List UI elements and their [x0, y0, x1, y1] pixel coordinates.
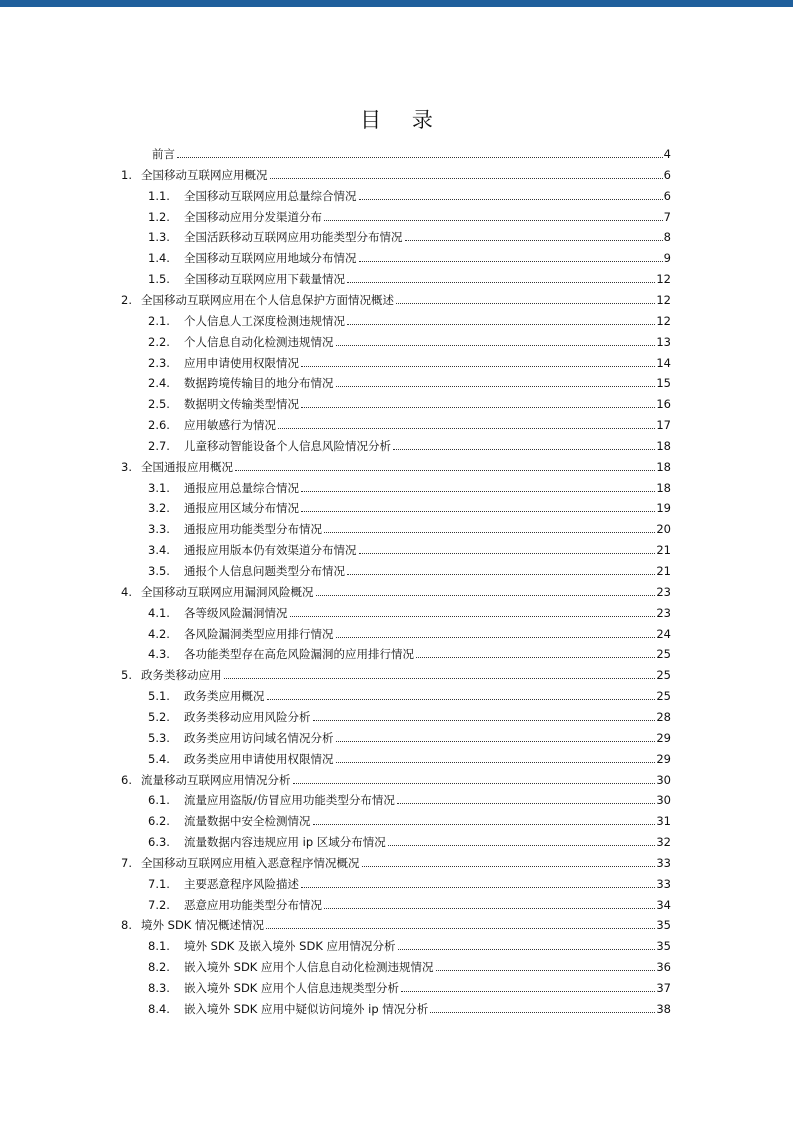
toc-entry-page-number: 18 — [656, 438, 671, 453]
toc-leader-dots — [270, 177, 663, 179]
toc-entry[interactable] — [148, 224, 671, 244]
toc-entry-number: 5.1. — [148, 689, 170, 704]
toc-entry-page-number: 16 — [656, 397, 671, 412]
toc-entry-number: 4.1. — [148, 605, 170, 620]
toc-leader-dots — [416, 656, 655, 658]
toc-entry-title: 政务类移动应用 — [141, 668, 222, 683]
toc-entry[interactable] — [148, 725, 671, 745]
toc-entry-page-number: 8 — [663, 230, 671, 245]
toc-leader-dots — [405, 239, 663, 241]
toc-leader-dots — [336, 385, 656, 387]
toc-leader-dots — [224, 677, 656, 679]
toc-leader-dots — [436, 969, 656, 971]
toc-entry-page-number: 6 — [663, 188, 671, 203]
header-accent-bar — [0, 0, 793, 7]
toc-entry[interactable] — [121, 912, 671, 932]
toc-entry[interactable] — [121, 850, 671, 870]
toc-entry-title: 全国移动互联网应用在个人信息保护方面情况概述 — [141, 292, 394, 307]
toc-entry-title: 各风险漏洞类型应用排行情况 — [184, 626, 334, 641]
toc-leader-dots — [347, 323, 655, 325]
toc-leader-dots — [278, 427, 655, 429]
toc-entry-title: 恶意应用功能类型分布情况 — [184, 897, 322, 912]
toc-entry-page-number: 14 — [656, 355, 671, 370]
toc-entry-title: 流量数据中安全检测情况 — [184, 814, 311, 829]
toc-entry-title: 通报个人信息问题类型分布情况 — [184, 564, 345, 578]
toc-entry-page-number: 12 — [656, 272, 671, 287]
toc-entry-title: 政务类应用概况 — [184, 689, 265, 704]
toc-entry-number: 3.4. — [148, 543, 170, 558]
toc-entry-page-number: 25 — [656, 668, 671, 683]
toc-entry-number: 2.5. — [148, 397, 170, 412]
toc-entry-title: 个人信息自动化检测违规情况 — [184, 334, 334, 349]
toc-leader-dots — [301, 490, 655, 492]
toc-entry[interactable] — [148, 204, 671, 224]
toc-entry-title: 儿童移动智能设备个人信息风险情况分析 — [184, 438, 391, 453]
toc-entry-title: 全国移动互联网应用总量综合情况 — [184, 188, 357, 203]
toc-entry[interactable] — [148, 245, 671, 265]
toc-leader-dots — [430, 1011, 655, 1013]
toc-leader-dots — [290, 615, 656, 617]
toc-entry-page-number: 28 — [656, 709, 671, 724]
toc-entry-page-number: 24 — [656, 626, 671, 641]
toc-entry[interactable] — [148, 996, 671, 1016]
toc-entry-title: 通报应用功能类型分布情况 — [184, 522, 322, 537]
toc-leader-dots — [359, 260, 663, 262]
toc-entry-number: 5.3. — [148, 730, 170, 745]
toc-entry[interactable] — [148, 537, 671, 557]
toc-leader-dots — [396, 302, 655, 304]
toc-entry-title: 嵌入境外 SDK 应用中疑似访问境外 ip 情况分析 — [184, 1001, 429, 1016]
toc-entry-page-number: 33 — [656, 876, 671, 891]
toc-entry-number: 8.3. — [148, 981, 170, 995]
toc-entry[interactable] — [148, 412, 671, 432]
toc-entry-title: 全国移动互联网应用漏洞风险概况 — [141, 584, 314, 599]
toc-entry-page-number: 35 — [656, 918, 671, 933]
toc-leader-dots — [401, 990, 655, 992]
toc-entry[interactable] — [148, 370, 671, 390]
toc-leader-dots — [359, 198, 663, 200]
toc-leader-dots — [235, 469, 655, 471]
toc-entry-number: 7. — [121, 855, 132, 870]
toc-entry-page-number: 12 — [656, 313, 671, 328]
toc-entry-number: 2. — [121, 292, 132, 307]
toc-entry[interactable] — [148, 829, 671, 849]
toc-entry-number: 3.1. — [148, 480, 170, 495]
toc-leader-dots — [393, 448, 655, 450]
toc-entry-page-number: 4 — [663, 147, 671, 161]
toc-entry-number: 4. — [121, 584, 132, 599]
toc-entry-number: 2.4. — [148, 376, 170, 391]
toc-entry-number: 1.2. — [148, 209, 170, 224]
toc-entry-title: 全国移动互联网应用下载量情况 — [184, 272, 345, 287]
toc-leader-dots — [336, 740, 656, 742]
toc-entry-page-number: 25 — [656, 689, 671, 704]
toc-entry-title: 流量应用盗版/仿冒应用功能类型分布情况 — [184, 793, 395, 808]
toc-entry[interactable] — [148, 433, 671, 453]
toc-entry-page-number: 35 — [656, 939, 671, 954]
toc-entry[interactable] — [148, 933, 671, 953]
toc-entry-title: 政务类移动应用风险分析 — [184, 709, 311, 724]
toc-entry-title: 通报应用总量综合情况 — [184, 480, 299, 495]
toc-entry-page-number: 38 — [656, 1001, 671, 1016]
toc-leader-dots — [388, 844, 656, 846]
toc-leader-dots — [397, 802, 655, 804]
toc-entry-number: 1.4. — [148, 251, 170, 266]
toc-entry-page-number: 23 — [656, 605, 671, 620]
toc-entry-page-number: 15 — [656, 376, 671, 391]
toc-entry-number: 1. — [121, 167, 132, 182]
toc-entry[interactable] — [121, 662, 671, 682]
toc-entry-number: 2.7. — [148, 438, 170, 453]
toc-entry[interactable] — [148, 704, 671, 724]
toc-leader-dots — [301, 365, 655, 367]
toc-entry-number: 6. — [121, 772, 132, 787]
toc-entry-number: 6.3. — [148, 835, 170, 850]
toc-leader-dots — [301, 886, 655, 888]
page-title: 目 录 — [360, 108, 445, 132]
toc-entry[interactable] — [148, 350, 671, 370]
toc-leader-dots — [267, 698, 656, 700]
toc-entry[interactable] — [148, 329, 671, 349]
toc-leader-dots — [316, 594, 656, 596]
toc-entry-title: 主要恶意程序风险描述 — [184, 876, 299, 891]
toc-entry-page-number: 20 — [656, 522, 671, 537]
toc-leader-dots — [398, 948, 656, 950]
toc-entry-page-number: 25 — [656, 647, 671, 662]
toc-entry-title: 流量移动互联网应用情况分析 — [141, 772, 291, 787]
toc-entry-title: 各功能类型存在高危风险漏洞的应用排行情况 — [184, 647, 414, 662]
toc-leader-dots — [336, 344, 656, 346]
toc-entry-number: 8. — [121, 918, 132, 933]
toc-entry[interactable] — [148, 516, 671, 536]
toc-entry[interactable] — [121, 287, 671, 307]
toc-entry-title: 数据跨境传输目的地分布情况 — [184, 376, 334, 391]
toc-entry-page-number: 21 — [656, 564, 671, 578]
toc-entry-number: 8.1. — [148, 939, 170, 954]
toc-entry-number: 1.1. — [148, 188, 170, 203]
toc-entry-title: 全国移动互联网应用地域分布情况 — [184, 251, 357, 266]
toc-leader-dots — [313, 719, 656, 721]
toc-entry-page-number: 9 — [663, 251, 671, 266]
toc-entry-title: 前言 — [152, 147, 175, 161]
toc-entry[interactable] — [148, 621, 671, 641]
toc-entry[interactable] — [152, 141, 671, 161]
toc-entry-title: 嵌入境外 SDK 应用个人信息违规类型分析 — [184, 981, 400, 995]
toc-entry-title: 各等级风险漏洞情况 — [184, 605, 288, 620]
toc-entry-number: 4.3. — [148, 647, 170, 662]
toc-entry-page-number: 18 — [656, 480, 671, 495]
toc-entry[interactable] — [148, 308, 671, 328]
toc-entry-page-number: 13 — [656, 334, 671, 349]
toc-leader-dots — [347, 573, 655, 575]
toc-leader-dots — [313, 823, 656, 825]
toc-leader-dots — [293, 782, 656, 784]
toc-entry[interactable] — [148, 495, 671, 515]
toc-entry-title: 个人信息人工深度检测违规情况 — [184, 313, 345, 328]
toc-entry-number: 5.2. — [148, 709, 170, 724]
toc-entry-page-number: 36 — [656, 960, 671, 975]
toc-entry-title: 全国通报应用概况 — [141, 459, 233, 474]
toc-entry-page-number: 30 — [656, 793, 671, 808]
toc-entry[interactable] — [148, 641, 671, 661]
toc-entry[interactable] — [148, 183, 671, 203]
toc-entry-page-number: 30 — [656, 772, 671, 787]
toc-entry-page-number: 21 — [656, 543, 671, 558]
toc-entry-title: 境外 SDK 情况概述情况 — [141, 918, 265, 933]
toc-leader-dots — [359, 552, 656, 554]
toc-entry-page-number: 18 — [656, 459, 671, 474]
toc-entry-title: 全国移动应用分发渠道分布 — [184, 209, 322, 224]
toc-leader-dots — [324, 219, 663, 221]
toc-entry[interactable] — [148, 808, 671, 828]
toc-entry-number: 2.3. — [148, 355, 170, 370]
toc-entry-title: 数据明文传输类型情况 — [184, 397, 299, 412]
toc-entry-page-number: 6 — [663, 167, 671, 182]
toc-entry-page-number: 32 — [656, 835, 671, 850]
toc-leader-dots — [324, 907, 655, 909]
toc-entry-number: 6.1. — [148, 793, 170, 808]
toc-entry-number: 7.1. — [148, 876, 170, 891]
toc-entry[interactable] — [148, 391, 671, 411]
toc-entry-number: 8.4. — [148, 1001, 170, 1016]
toc-entry-title: 全国移动互联网应用概况 — [141, 167, 268, 182]
toc-entry[interactable] — [148, 475, 671, 495]
toc-entry[interactable] — [121, 162, 671, 182]
toc-entry[interactable] — [148, 954, 671, 974]
toc-entry-number: 1.3. — [148, 230, 170, 245]
toc-entry-page-number: 34 — [656, 897, 671, 912]
toc-leader-dots — [336, 761, 656, 763]
toc-entry-title: 政务类应用访问域名情况分析 — [184, 730, 334, 745]
toc-entry-page-number: 17 — [656, 418, 671, 433]
toc-entry-number: 3.3. — [148, 522, 170, 537]
toc-entry-number: 6.2. — [148, 814, 170, 829]
toc-entry-page-number: 37 — [656, 981, 671, 995]
toc-entry-page-number: 12 — [656, 292, 671, 307]
toc-entry-number: 4.2. — [148, 626, 170, 641]
toc-entry[interactable] — [148, 871, 671, 891]
toc-entry[interactable] — [148, 892, 671, 912]
toc-entry-title: 政务类应用申请使用权限情况 — [184, 751, 334, 766]
toc-entry-page-number: 33 — [656, 855, 671, 870]
toc-entry-number: 5. — [121, 668, 132, 683]
toc-entry[interactable] — [121, 579, 671, 599]
toc-entry-page-number: 31 — [656, 814, 671, 829]
toc-entry-title: 境外 SDK 及嵌入境外 SDK 应用情况分析 — [184, 939, 396, 954]
toc-entry[interactable] — [148, 266, 671, 286]
toc-entry[interactable] — [148, 746, 671, 766]
toc-entry-page-number: 19 — [656, 501, 671, 516]
toc-entry-title: 嵌入境外 SDK 应用个人信息自动化检测违规情况 — [184, 960, 434, 975]
toc-entry-title: 流量数据内容违规应用 ip 区域分布情况 — [184, 835, 386, 850]
toc-leader-dots — [347, 281, 655, 283]
toc-leader-dots — [324, 531, 655, 533]
toc-entry-number: 2.6. — [148, 418, 170, 433]
toc-leader-dots — [266, 927, 655, 929]
toc-entry-number: 5.4. — [148, 751, 170, 766]
toc-leader-dots — [301, 510, 655, 512]
toc-leader-dots — [177, 156, 663, 158]
toc-entry[interactable] — [148, 975, 671, 995]
toc-entry[interactable] — [148, 787, 671, 807]
toc-entry-title: 应用敏感行为情况 — [184, 418, 276, 433]
toc-entry-page-number: 7 — [663, 209, 671, 224]
toc-entry[interactable] — [148, 600, 671, 620]
toc-entry-number: 2.1. — [148, 313, 170, 328]
toc-entry-number: 1.5. — [148, 272, 170, 287]
toc-entry-number: 2.2. — [148, 334, 170, 349]
toc-entry[interactable] — [148, 683, 671, 703]
toc-leader-dots — [301, 406, 655, 408]
toc-leader-dots — [362, 865, 656, 867]
toc-entry-title: 全国活跃移动互联网应用功能类型分布情况 — [184, 230, 403, 245]
toc-entry-title: 通报应用区域分布情况 — [184, 501, 299, 516]
toc-entry[interactable] — [121, 454, 671, 474]
toc-entry-number: 3.2. — [148, 501, 170, 516]
toc-entry-page-number: 23 — [656, 584, 671, 599]
toc-entry-number: 7.2. — [148, 897, 170, 912]
toc-entry-page-number: 29 — [656, 730, 671, 745]
toc-entry-title: 全国移动互联网应用植入恶意程序情况概况 — [141, 855, 360, 870]
toc-entry[interactable] — [121, 767, 671, 787]
toc-entry-page-number: 29 — [656, 751, 671, 766]
toc-leader-dots — [336, 636, 656, 638]
toc-entry-number: 3. — [121, 459, 132, 474]
toc-entry[interactable] — [148, 558, 671, 578]
toc-entry-title: 应用申请使用权限情况 — [184, 355, 299, 370]
toc-entry-title: 通报应用版本仍有效渠道分布情况 — [184, 543, 357, 558]
toc-entry-number: 8.2. — [148, 960, 170, 975]
toc-entry-number: 3.5. — [148, 564, 170, 578]
